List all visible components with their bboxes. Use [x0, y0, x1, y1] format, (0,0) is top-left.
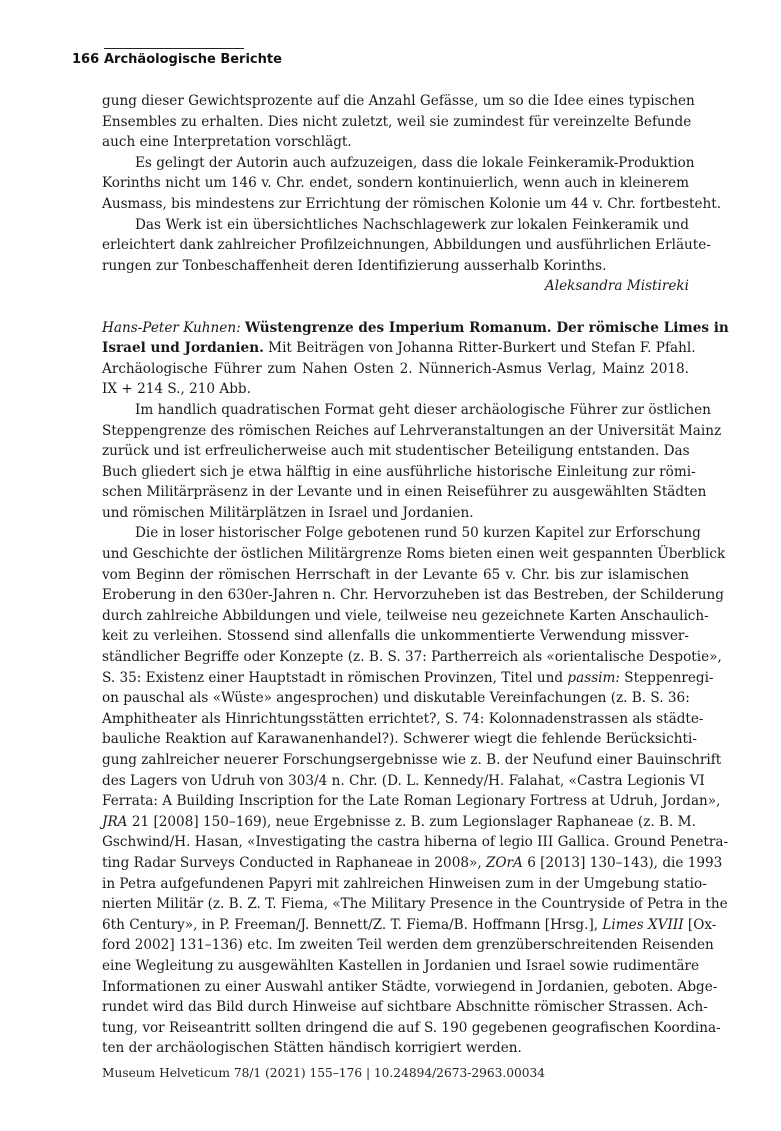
- text-line: Gschwind/H. Hasan, «Investigating the castra hiberna of legio III Gallica. Ground Penetra-: [102, 834, 729, 851]
- text-line: rundet wird das Bild durch Hinweise auf sichtbare Abschnitte römischer Strassen. Ach-: [102, 999, 708, 1016]
- text-line: durch zahlreiche Abbildungen und viele, teilweise neu gezeichnete Karten Anschaulich-: [102, 607, 709, 624]
- review2-paragraph-2: [102, 523, 729, 1058]
- text-line: tung, vor Reiseantritt sollten dringend die auf S. 190 gegebenen geografischen Koordina-: [102, 1019, 721, 1036]
- review1-author-signature: Aleksandra Mistireki: [544, 278, 689, 295]
- text-line: in Petra aufgefundenen Papyri mit zahlreichen Hinweisen zum in der Umgebung statio-: [102, 875, 707, 892]
- citation-title-cont: Israel und Jordanien.: [102, 340, 264, 357]
- text-line: gung dieser Gewichtsprozente auf die Anzahl Gefässe, um so die Idee eines typischen: [102, 93, 695, 109]
- text-line: vom Beginn der römischen Herrschaft in der Levante 65 v. Chr. bis zur islamischen: [102, 566, 689, 583]
- text-line: Ensembles zu erhalten. Dies nicht zuletzt, weil sie zumindest für vereinzelte Befunde: [102, 113, 692, 130]
- italic-run: ZOrA: [485, 854, 523, 871]
- citation-title: Wüstengrenze des Imperium Romanum. Der römische Limes in: [245, 319, 729, 336]
- text-run: 6 [2013] 130–143), die 1993: [522, 854, 723, 871]
- text-run: 21 [2008] 150–169), neue Ergebnisse z. B. zum Legionslager Raphaneae (z. B. M.: [127, 813, 696, 830]
- text-line: Es gelingt der Autorin auch aufzuzeigen, dass die lokale Feinkeramik-Produktion: [135, 154, 695, 171]
- review1-paragraph-3: [102, 215, 711, 277]
- text-line: [102, 668, 714, 689]
- header-rule: [104, 48, 244, 49]
- text-run: Steppenregi-: [619, 669, 714, 686]
- italic-run: Limes XVIII: [602, 916, 684, 933]
- text-line: und römischen Militärplätzen in Israel und Jordanien.: [102, 504, 474, 521]
- text-line: on pauschal als «Wüste» angesprochen) und diskutable Vereinfachungen (z. B. S. 36:: [102, 690, 690, 707]
- text-line: des Lagers von Udruh von 303/4 n. Chr. (D. L. Kennedy/H. Falahat, «Castra Legionis VI: [102, 772, 705, 789]
- text-run: [Ox-: [683, 916, 717, 933]
- text-line: Ferrata: A Building Inscription for the Late Roman Legionary Fortress at Udruh, Jordan»,: [102, 793, 721, 810]
- text-line: Korinths nicht um 146 v. Chr. endet, sondern kontinuierlich, wenn auch in kleinerem: [102, 175, 689, 192]
- text-line: [102, 853, 723, 874]
- text-line: zurück und ist erfreulicherweise auch mit studentischer Beteiligung entstanden. Das: [102, 443, 690, 460]
- citation-line: IX + 214 S., 210 Abb.: [102, 381, 251, 398]
- text-line: [102, 812, 696, 833]
- text-line: eine Wegleitung zu ausgewählten Kastellen in Jordanien und Israel sowie rudimentäre: [102, 957, 700, 974]
- text-line: [102, 915, 717, 936]
- citation-contributors: Mit Beiträgen von Johanna Ritter-Burkert und Stefan F. Pfahl.: [263, 340, 696, 357]
- text-line: Informationen zu einer Auswahl antiker Städte, vorwiegend in Jordanien, geboten. Abge-: [102, 978, 718, 995]
- section-gap: [102, 297, 689, 318]
- text-line: rungen zur Tonbeschaffenheit deren Identifizierung ausserhalb Korinths.: [102, 257, 607, 274]
- text-line: Ausmass, bis mindestens zur Errichtung der römischen Kolonie um 44 v. Chr. fortbesteht.: [102, 195, 722, 212]
- text-line: Eroberung in den 630er-Jahren n. Chr. Hervorzuheben ist das Bestreben, der Schilderung: [102, 587, 724, 604]
- text-run: ting Radar Surveys Conducted in Raphaneae in 2008»,: [102, 854, 486, 871]
- review1-paragraph-2: [102, 153, 722, 215]
- text-line: Amphitheater als Hinrichtungsstätten errichtet?, S. 74: Kolonnadenstrassen als städte-: [102, 710, 704, 727]
- text-line: ten der archäologischen Stätten händisch korrigiert werden.: [102, 1040, 522, 1057]
- page-footer: Museum Helveticum 78/1 (2021) 155–176 | 10.24894/2673-2963.00034: [102, 1066, 545, 1080]
- text-line: schen Militärpräsenz in der Levante und in einen Reiseführer zu ausgewählten Städten: [102, 484, 707, 501]
- text-run: 6th Century», in P. Freeman/J. Bennett/Z. T. Fiema/B. Hoffmann [Hrsg.],: [102, 916, 603, 933]
- citation-line: [102, 338, 696, 359]
- text-run: S. 35: Existenz einer Hauptstadt in römischen Provinzen, Titel und: [102, 669, 568, 686]
- page-body: [102, 91, 729, 1059]
- text-line: Das Werk ist ein übersichtliches Nachschlagewerk zur lokalen Feinkeramik und: [135, 216, 689, 233]
- text-line: ford 2002] 131–136) etc. Im zweiten Teil werden dem grenzüberschreitenden Reisenden: [102, 937, 714, 954]
- text-line: gung zahlreicher neuerer Forschungsergebnisse wie z. B. der Neufund einer Bauinschrift: [102, 752, 722, 768]
- review2-citation: [102, 318, 729, 400]
- italic-run: JRA: [102, 813, 128, 830]
- running-header: [72, 48, 532, 70]
- running-title: Archäologische Berichte: [104, 52, 282, 67]
- review2-paragraph-1: [102, 400, 722, 524]
- citation-line: Archäologische Führer zum Nahen Osten 2. Nünnerich-Asmus Verlag, Mainz 2018.: [102, 360, 689, 377]
- text-line: bauliche Reaktion auf Karawanenhandel?). Schwerer wiegt die fehlende Berücksichti-: [102, 731, 697, 748]
- text-line: Im handlich quadratischen Format geht dieser archäologische Führer zur östlichen: [135, 401, 711, 418]
- citation-line: [102, 318, 729, 339]
- page-number: 166: [72, 52, 100, 67]
- text-line: nierten Militär (z. B. Z. T. Fiema, «The Military Presence in the Countryside of Petra in the: [102, 896, 728, 913]
- text-line: Buch gliedert sich je etwa hälftig in eine ausführliche historische Einleitung zur römi-: [102, 463, 696, 480]
- italic-run: passim:: [567, 669, 620, 686]
- text-line: keit zu verleihen. Stossend sind allenfalls die unkommentierte Verwendung missver-: [102, 628, 689, 645]
- text-line: und Geschichte der östlichen Militärgrenze Roms bieten einen weit gespannten Überblick: [102, 546, 726, 563]
- text-line: Die in loser historischer Folge gebotenen rund 50 kurzen Kapitel zur Erforschung: [135, 525, 701, 542]
- text-line: ständlicher Begriffe oder Konzepte (z. B. S. 37: Partherreich als «orientalische Despotie»,: [102, 649, 722, 666]
- review1-paragraph-1: [102, 91, 695, 153]
- citation-author: Hans-Peter Kuhnen:: [102, 319, 241, 336]
- text-line: auch eine Interpretation vorschlägt.: [102, 134, 352, 151]
- text-line: erleichtert dank zahlreicher Profilzeichnungen, Abbildungen und ausführlichen Erläute-: [102, 237, 711, 254]
- text-line: Steppengrenze des römischen Reiches auf Lehrveranstaltungen an der Universität Mainz: [102, 422, 722, 439]
